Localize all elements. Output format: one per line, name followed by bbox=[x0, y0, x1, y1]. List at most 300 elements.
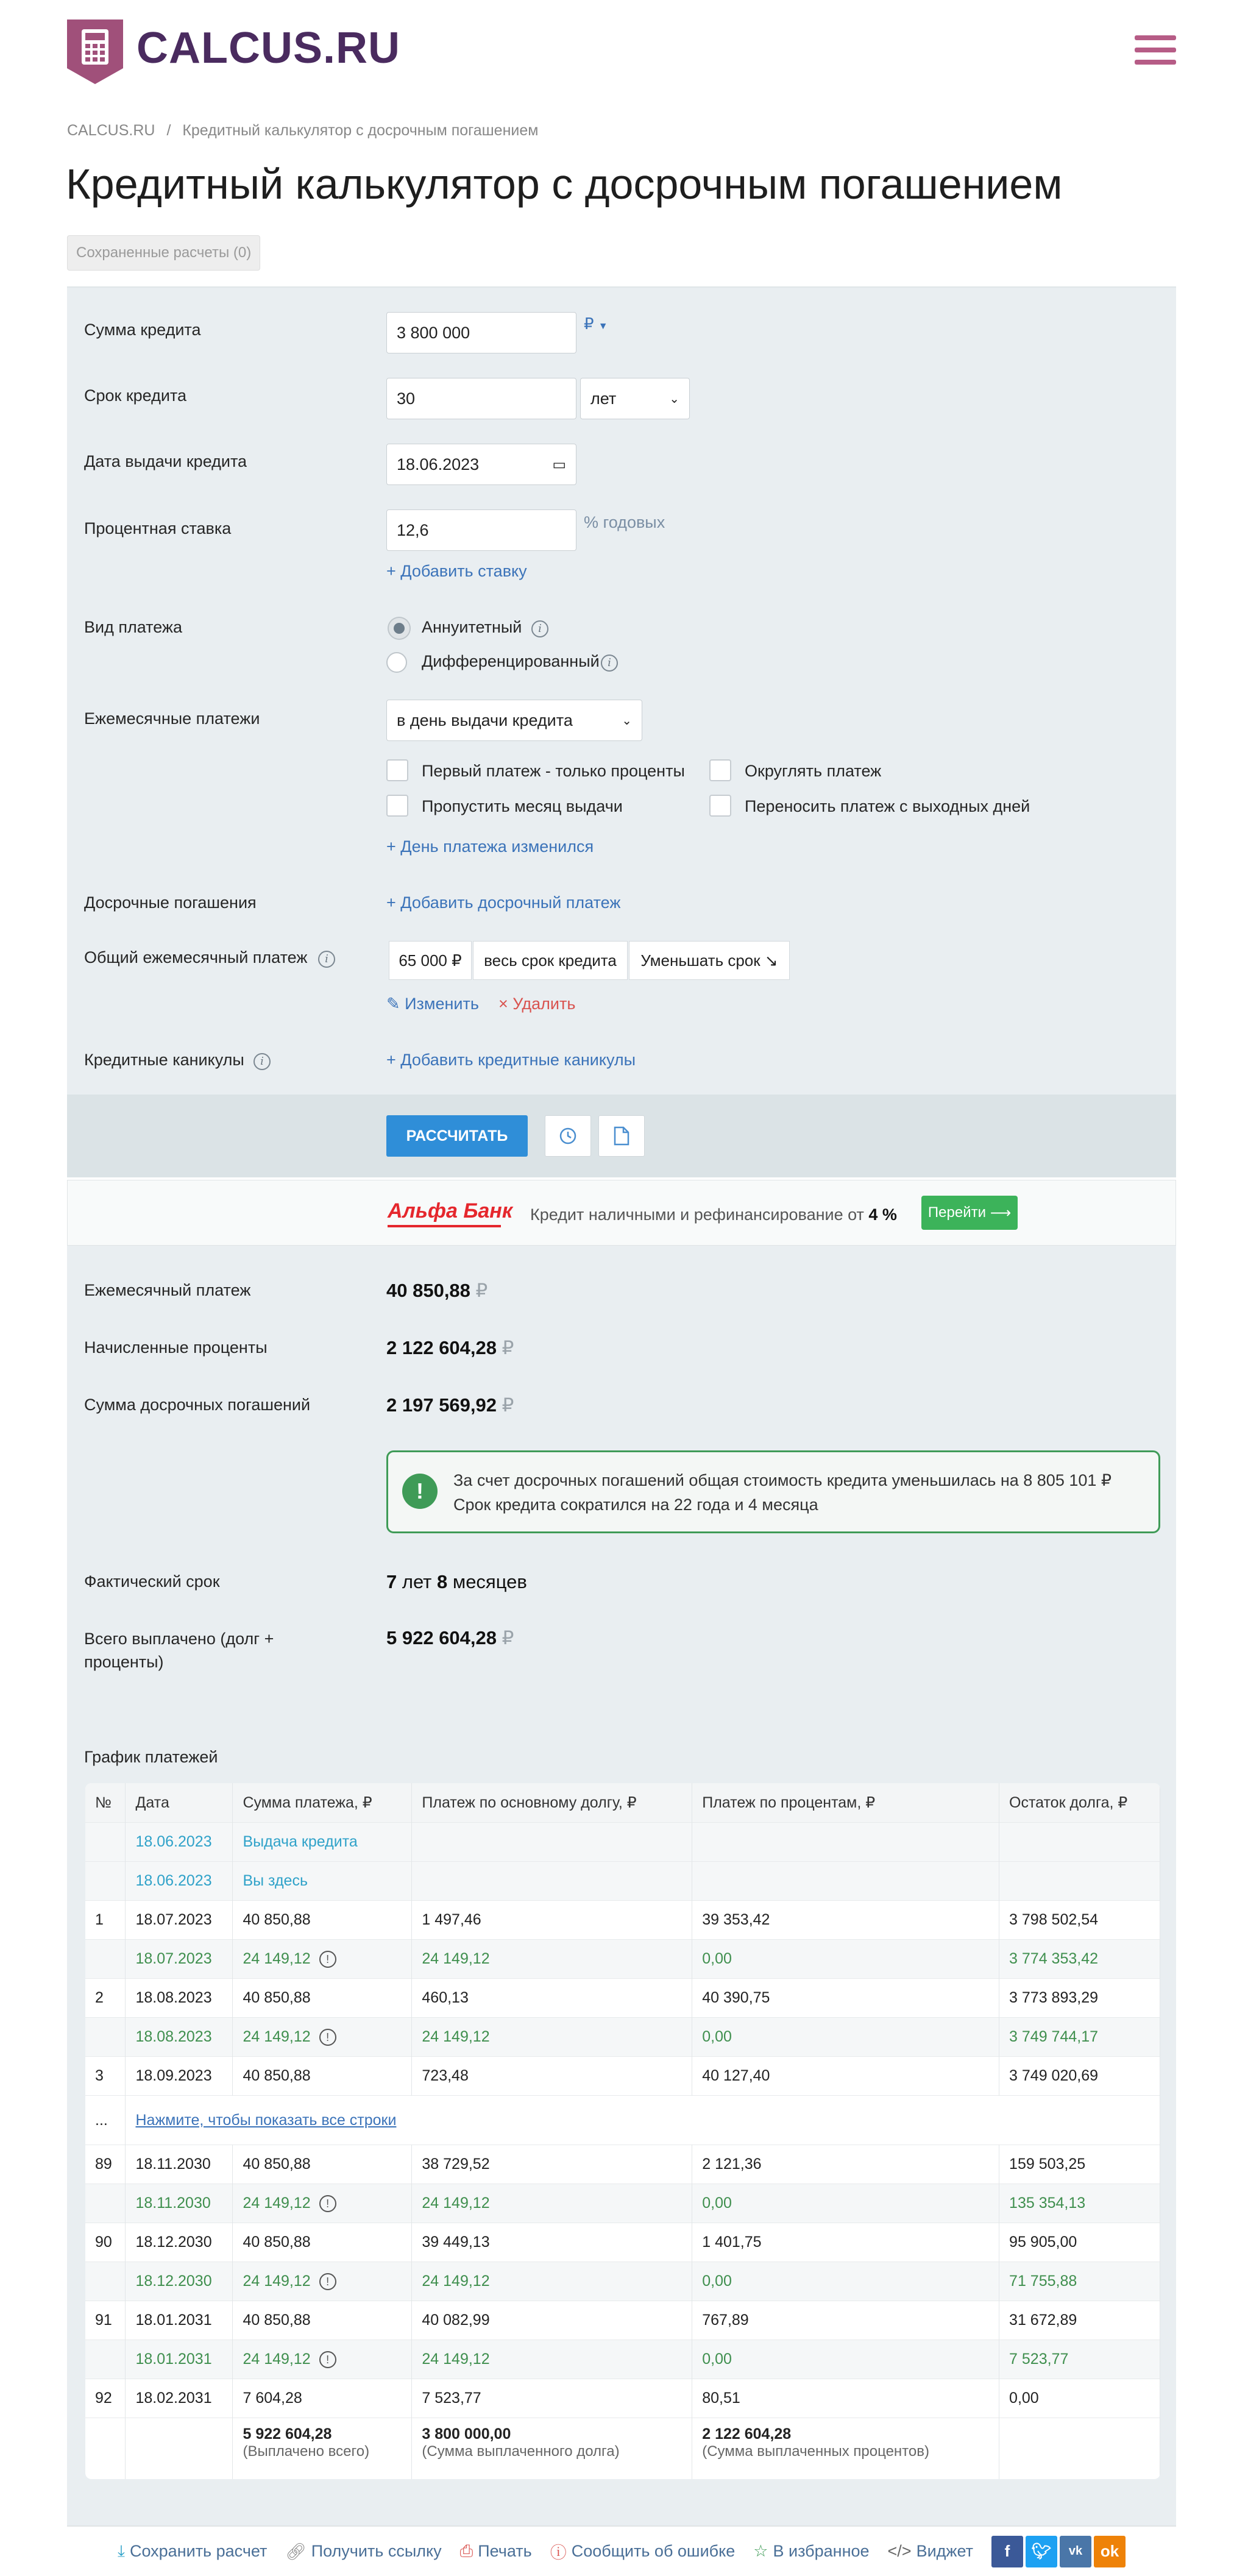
cell-value: 2 bbox=[95, 1989, 104, 2006]
table-cell bbox=[412, 1823, 692, 1862]
total-paid-label: Всего выплачено (долг + проценты) bbox=[84, 1630, 274, 1671]
table-cell bbox=[692, 2018, 999, 2057]
cell-value: 0,00 bbox=[702, 2351, 732, 2368]
ad-go-label: Перейти bbox=[927, 1204, 987, 1221]
table-cell bbox=[999, 2379, 1160, 2418]
early-payment-amount[interactable]: 65 000 ₽ bbox=[389, 941, 472, 980]
info-icon[interactable]: i bbox=[601, 655, 618, 672]
table-cell bbox=[85, 2379, 126, 2418]
cell-value: 7 523,77 bbox=[1009, 2351, 1069, 2368]
table-cell bbox=[126, 2145, 233, 2184]
report-label: Сообщить об ошибке bbox=[571, 2542, 736, 2560]
info-icon[interactable]: i bbox=[531, 620, 548, 637]
monthly-payment-label: Ежемесячный платеж bbox=[84, 1281, 251, 1299]
calculate-button[interactable]: РАССЧИТАТЬ bbox=[386, 1115, 528, 1157]
table-cell bbox=[233, 1979, 412, 2018]
cell-value: 18.12.2030 bbox=[135, 2273, 212, 2290]
table-cell bbox=[999, 2057, 1160, 2096]
table-cell bbox=[233, 2418, 412, 2480]
table-cell bbox=[412, 2223, 692, 2262]
table-cell bbox=[412, 2262, 692, 2301]
total-value: 3 800 000,00 bbox=[422, 2425, 511, 2443]
breadcrumb-current: Кредитный калькулятор с досрочным погашением bbox=[182, 122, 539, 139]
cell-value: 1 497,46 bbox=[422, 1911, 481, 1928]
table-cell bbox=[233, 1862, 412, 1901]
table-row bbox=[85, 2096, 1160, 2145]
interest-label: Начисленные проценты bbox=[84, 1338, 268, 1357]
add-credit-holidays-link[interactable] bbox=[386, 1051, 636, 1070]
add-early-label: Добавить досрочный платеж bbox=[400, 893, 621, 912]
ad-text-body: Кредит наличными и рефинансирование от bbox=[530, 1205, 864, 1224]
payment-day-value: в день выдачи кредита bbox=[397, 711, 573, 729]
table-cell bbox=[412, 2184, 692, 2223]
notice-line-2: Срок кредита сократился на 22 года и 4 месяца bbox=[453, 1496, 818, 1514]
table-cell bbox=[692, 2340, 999, 2379]
breadcrumb bbox=[67, 122, 538, 140]
table-cell bbox=[85, 2418, 126, 2480]
table-cell bbox=[85, 1940, 126, 1979]
cell-value: 40 850,88 bbox=[243, 1911, 311, 1928]
table-cell bbox=[412, 1862, 692, 1901]
column-header: Сумма платежа, ₽ bbox=[233, 1783, 412, 1823]
table-cell bbox=[126, 2418, 233, 2480]
cell-value: 89 bbox=[95, 2156, 112, 2173]
cell-value: 3 774 353,42 bbox=[1009, 1950, 1099, 1967]
cell-value: 18.09.2023 bbox=[135, 2067, 212, 2084]
cell-value: 723,48 bbox=[422, 2067, 469, 2084]
table-cell bbox=[85, 2145, 126, 2184]
widget-link[interactable] bbox=[888, 2542, 973, 2561]
table-cell bbox=[233, 1940, 412, 1979]
table-cell bbox=[233, 2184, 412, 2223]
total-note: (Выплачено всего) bbox=[243, 2443, 370, 2460]
monthly-payment-value bbox=[386, 1280, 488, 1302]
cell-value: 92 bbox=[95, 2390, 112, 2407]
table-row bbox=[85, 1823, 1160, 1862]
cell-value: 80,51 bbox=[702, 2390, 740, 2407]
cell-value: 0,00 bbox=[702, 1950, 732, 1967]
get-link-link[interactable] bbox=[285, 2542, 441, 2561]
amount-input[interactable]: 3 800 000 bbox=[386, 312, 576, 353]
link-icon: 🔗︎ bbox=[285, 2542, 307, 2561]
arrow-right-icon: ⟶ bbox=[990, 1204, 1012, 1221]
column-header: Дата bbox=[126, 1783, 233, 1823]
table-cell bbox=[126, 1862, 233, 1901]
cell-value: 135 354,13 bbox=[1009, 2195, 1086, 2212]
cell-value: 2 121,36 bbox=[702, 2156, 762, 2173]
table-cell bbox=[126, 2096, 1160, 2145]
table-cell bbox=[999, 2340, 1160, 2379]
table-cell bbox=[692, 1823, 999, 1862]
info-icon[interactable]: i bbox=[254, 1053, 271, 1070]
facebook-icon[interactable]: f bbox=[991, 2536, 1023, 2567]
table-cell bbox=[999, 1823, 1160, 1862]
table-cell bbox=[692, 1862, 999, 1901]
term-input[interactable]: 30 bbox=[386, 378, 576, 419]
total-monthly-label: Общий ежемесячный платеж bbox=[84, 948, 308, 967]
early-repayments-label: Досрочные погашения bbox=[84, 893, 257, 912]
table-cell bbox=[126, 1823, 233, 1862]
cell-value: 3 749 744,17 bbox=[1009, 2028, 1099, 2045]
table-cell bbox=[126, 2184, 233, 2223]
cell-value: 18.07.2023 bbox=[135, 1950, 212, 1967]
table-cell bbox=[692, 1979, 999, 2018]
table-row bbox=[85, 1979, 1160, 2018]
checkbox-first-interest[interactable] bbox=[386, 759, 408, 781]
calendar-icon[interactable]: ▭ bbox=[552, 456, 566, 473]
cell-value: 91 bbox=[95, 2312, 112, 2329]
table-cell bbox=[85, 2340, 126, 2379]
logo-calculator-icon[interactable] bbox=[67, 20, 123, 84]
page-title: Кредитный калькулятор с досрочным погашением bbox=[66, 160, 1063, 208]
table-cell bbox=[85, 2262, 126, 2301]
ad-rate: 4 % bbox=[868, 1205, 897, 1224]
payment-schedule-table bbox=[85, 1783, 1160, 2479]
cell-value: 1 401,75 bbox=[702, 2234, 762, 2251]
checkbox-weekend[interactable] bbox=[709, 795, 731, 817]
info-icon[interactable]: ! bbox=[319, 2029, 336, 2046]
table-row bbox=[85, 2145, 1160, 2184]
interest-amount: 2 122 604,28 bbox=[386, 1337, 497, 1358]
print-link[interactable] bbox=[460, 2542, 532, 2561]
pencil-icon: ✎ bbox=[386, 995, 400, 1013]
cell-value: 24 149,12 bbox=[422, 2273, 490, 2290]
table-cell bbox=[999, 2223, 1160, 2262]
delete-early-payment-link[interactable] bbox=[498, 995, 575, 1013]
table-cell bbox=[692, 2418, 999, 2480]
table-cell bbox=[692, 2184, 999, 2223]
differentiated-label[interactable]: Дифференцированный bbox=[422, 652, 600, 670]
early-payment-period[interactable]: весь срок кредита bbox=[473, 941, 628, 980]
column-header: Платеж по основному долгу, ₽ bbox=[412, 1783, 692, 1823]
table-cell bbox=[85, 1979, 126, 2018]
delete-label: Удалить bbox=[512, 995, 576, 1013]
cell-value: 3 749 020,69 bbox=[1009, 2067, 1099, 2084]
cell-value: 18.06.2023 bbox=[135, 1872, 212, 1889]
rate-unit: % годовых bbox=[584, 513, 665, 531]
notice-line-1: За счет досрочных погашений общая стоимость кредита уменьшилась на 8 805 101 ₽ bbox=[453, 1471, 1112, 1489]
cell-value: 18.01.2031 bbox=[135, 2312, 212, 2329]
hamburger-menu-icon[interactable] bbox=[1135, 35, 1176, 67]
cell-value: 39 449,13 bbox=[422, 2234, 490, 2251]
add-early-payment-link[interactable] bbox=[386, 893, 620, 912]
caret-down-icon: ▼ bbox=[598, 321, 608, 332]
cell-value: 24 149,12 bbox=[243, 1950, 311, 1967]
table-cell bbox=[412, 1901, 692, 1940]
table-row bbox=[85, 2018, 1160, 2057]
cell-value: 0,00 bbox=[702, 2028, 732, 2045]
table-row bbox=[85, 2379, 1160, 2418]
rate-label: Процентная ставка bbox=[84, 519, 232, 538]
close-icon: × bbox=[498, 995, 508, 1013]
social-share bbox=[991, 2536, 1126, 2567]
currency-symbol: ₽ bbox=[584, 314, 594, 333]
table-cell bbox=[692, 2301, 999, 2340]
round-label[interactable]: Округлять платеж bbox=[745, 762, 882, 780]
cell-value: 38 729,52 bbox=[422, 2156, 490, 2173]
cell-value: Вы здесь bbox=[243, 1872, 308, 1889]
table-cell bbox=[126, 2057, 233, 2096]
alfa-bank-logo[interactable]: Альфа Банк bbox=[388, 1199, 513, 1222]
currency-symbol: ₽ bbox=[502, 1627, 514, 1648]
table-cell bbox=[692, 1901, 999, 1940]
table-row bbox=[85, 2057, 1160, 2096]
plus-icon: + bbox=[386, 562, 396, 580]
table-cell bbox=[412, 2418, 692, 2480]
table-cell bbox=[126, 1901, 233, 1940]
cell-value: Выдача кредита bbox=[243, 1833, 358, 1850]
early-sum-value bbox=[386, 1394, 514, 1416]
download-icon: ⤓ bbox=[118, 2541, 125, 2560]
table-cell bbox=[412, 1940, 692, 1979]
breadcrumb-home-link[interactable]: CALCUS.RU bbox=[67, 122, 155, 139]
table-row bbox=[85, 2223, 1160, 2262]
report-error-link[interactable] bbox=[550, 2539, 736, 2563]
date-value: 18.06.2023 bbox=[397, 455, 480, 474]
cell-value: 24 149,12 bbox=[243, 2028, 311, 2045]
cell-value: 24 149,12 bbox=[422, 1950, 490, 1967]
info-icon[interactable]: ! bbox=[319, 2351, 336, 2368]
table-cell bbox=[126, 2223, 233, 2262]
table-row bbox=[85, 1862, 1160, 1901]
cell-value: 7 604,28 bbox=[243, 2390, 302, 2407]
saved-calculations-button[interactable]: Сохраненные расчеты (0) bbox=[67, 235, 260, 271]
cell-value: 90 bbox=[95, 2234, 112, 2251]
breadcrumb-separator: / bbox=[166, 122, 171, 139]
table-cell bbox=[692, 2262, 999, 2301]
cell-value: 7 523,77 bbox=[422, 2390, 481, 2407]
show-all-rows-link[interactable]: Нажмите, чтобы показать все строки bbox=[135, 2111, 397, 2129]
cell-value: 159 503,25 bbox=[1009, 2156, 1086, 2173]
info-icon[interactable]: i bbox=[318, 951, 335, 968]
cell-value: 3 798 502,54 bbox=[1009, 1911, 1099, 1928]
logo-text[interactable]: CALCUS.RU bbox=[136, 24, 400, 73]
table-cell bbox=[412, 2340, 692, 2379]
cell-value: 40 850,88 bbox=[243, 1989, 311, 2006]
years-word: лет bbox=[402, 1571, 432, 1592]
table-cell bbox=[999, 2301, 1160, 2340]
first-interest-label[interactable]: Первый платеж - только проценты bbox=[422, 762, 685, 780]
currency-symbol: ₽ bbox=[502, 1337, 514, 1358]
edit-label: Изменить bbox=[405, 995, 479, 1013]
cell-value: 40 390,75 bbox=[702, 1989, 770, 2006]
cell-value: 40 850,88 bbox=[243, 2067, 311, 2084]
table-cell bbox=[692, 2057, 999, 2096]
table-cell bbox=[126, 1940, 233, 1979]
early-sum-amount: 2 197 569,92 bbox=[386, 1394, 497, 1416]
info-icon[interactable]: ! bbox=[319, 2273, 336, 2290]
payment-type-label: Вид платежа bbox=[84, 618, 182, 636]
payment-day-select[interactable] bbox=[386, 700, 642, 741]
annuity-label[interactable]: Аннуитетный bbox=[422, 618, 522, 636]
footer-actions bbox=[67, 2525, 1176, 2576]
exclamation-icon: ! bbox=[402, 1474, 438, 1509]
total-value: 5 922 604,28 bbox=[243, 2425, 332, 2443]
table-cell: ... bbox=[85, 2096, 126, 2145]
twitter-icon[interactable]: 🐦︎ bbox=[1026, 2536, 1057, 2567]
table-cell bbox=[85, 2184, 126, 2223]
cell-value: 18.07.2023 bbox=[135, 1911, 212, 1928]
cell-value: 24 149,12 bbox=[243, 2350, 311, 2368]
widget-label: Виджет bbox=[916, 2542, 973, 2560]
table-cell bbox=[692, 2145, 999, 2184]
table-cell bbox=[233, 2301, 412, 2340]
table-cell bbox=[233, 2145, 412, 2184]
cell-value: 1 bbox=[95, 1911, 104, 1928]
table-cell bbox=[999, 1940, 1160, 1979]
table-cell bbox=[692, 2223, 999, 2262]
column-header: Платеж по процентам, ₽ bbox=[692, 1783, 999, 1823]
actual-term-value bbox=[386, 1571, 527, 1593]
table-cell bbox=[999, 1901, 1160, 1940]
amount-label: Сумма кредита bbox=[84, 321, 201, 339]
add-rate-label: Добавить ставку bbox=[400, 562, 527, 580]
term-unit-value: лет bbox=[590, 389, 617, 408]
table-cell bbox=[412, 2379, 692, 2418]
ad-go-button[interactable] bbox=[921, 1196, 1018, 1230]
add-rate-link[interactable] bbox=[386, 562, 527, 581]
table-row bbox=[85, 2301, 1160, 2340]
table-cell bbox=[999, 2418, 1160, 2480]
edit-early-payment-link[interactable] bbox=[386, 995, 479, 1013]
cell-value: 0,00 bbox=[702, 2195, 732, 2212]
table-cell bbox=[126, 2301, 233, 2340]
checkbox-round[interactable] bbox=[709, 759, 731, 781]
table-cell bbox=[85, 2057, 126, 2096]
add-holidays-label: Добавить кредитные каникулы bbox=[400, 1051, 636, 1069]
table-cell bbox=[85, 2301, 126, 2340]
table-cell bbox=[126, 2379, 233, 2418]
save-calculation-link[interactable] bbox=[118, 2542, 267, 2561]
cell-value: 18.02.2031 bbox=[135, 2390, 212, 2407]
cell-value: 0,00 bbox=[702, 2273, 732, 2290]
table-cell bbox=[233, 2262, 412, 2301]
date-input[interactable] bbox=[386, 444, 576, 485]
cell-value: 18.01.2031 bbox=[135, 2351, 212, 2368]
credit-holidays-label: Кредитные каникулы bbox=[84, 1051, 244, 1069]
table-cell bbox=[692, 1940, 999, 1979]
alfa-logo-underline bbox=[388, 1225, 501, 1227]
cell-value: 40 850,88 bbox=[243, 2234, 311, 2251]
date-label: Дата выдачи кредита bbox=[84, 452, 247, 470]
ad-text bbox=[530, 1205, 897, 1224]
term-unit-select[interactable] bbox=[580, 378, 690, 419]
table-cell bbox=[85, 1823, 126, 1862]
cell-value: 40 127,40 bbox=[702, 2067, 770, 2084]
currency-symbol: ₽ bbox=[475, 1280, 488, 1301]
currency-select[interactable] bbox=[584, 314, 608, 333]
cell-value: 40 850,88 bbox=[243, 2156, 311, 2173]
cell-value: 3 773 893,29 bbox=[1009, 1989, 1099, 2006]
skip-month-label[interactable]: Пропустить месяц выдачи bbox=[422, 797, 623, 815]
total-paid-amount: 5 922 604,28 bbox=[386, 1627, 497, 1648]
table-cell bbox=[233, 2018, 412, 2057]
payment-day-changed-link[interactable] bbox=[386, 837, 594, 856]
table-cell bbox=[233, 2340, 412, 2379]
schedule-title: График платежей bbox=[84, 1748, 218, 1766]
cell-value: 18.11.2030 bbox=[135, 2195, 211, 2212]
table-cell bbox=[999, 1862, 1160, 1901]
table-cell bbox=[412, 2145, 692, 2184]
early-sum-label: Сумма досрочных погашений bbox=[84, 1396, 311, 1414]
vk-icon[interactable]: vk bbox=[1060, 2536, 1091, 2567]
radio-annuity[interactable] bbox=[389, 618, 410, 639]
cell-value: 95 905,00 bbox=[1009, 2234, 1077, 2251]
print-label: Печать bbox=[478, 2542, 532, 2560]
interest-value bbox=[386, 1337, 514, 1359]
cell-value: 40 082,99 bbox=[422, 2312, 490, 2329]
info-icon[interactable]: ! bbox=[319, 1951, 336, 1968]
cell-value: 0,00 bbox=[1009, 2390, 1039, 2407]
table-header-row bbox=[85, 1783, 1160, 1823]
table-cell bbox=[999, 2184, 1160, 2223]
odnoklassniki-icon[interactable]: ok bbox=[1094, 2536, 1126, 2567]
code-icon: </> bbox=[887, 2542, 912, 2560]
table-cell bbox=[692, 2379, 999, 2418]
table-cell bbox=[126, 1979, 233, 2018]
alert-icon: ⓘ bbox=[550, 2544, 567, 2562]
actual-years: 7 bbox=[386, 1571, 397, 1592]
table-cell bbox=[233, 1901, 412, 1940]
radio-differentiated[interactable] bbox=[386, 652, 407, 673]
early-payment-mode[interactable]: Уменьшать срок ↘ bbox=[629, 941, 790, 980]
plus-icon: + bbox=[386, 837, 396, 856]
table-cell bbox=[233, 2223, 412, 2262]
cell-value: 31 672,89 bbox=[1009, 2312, 1077, 2329]
table-row bbox=[85, 2262, 1160, 2301]
table-cell bbox=[999, 1979, 1160, 2018]
table-cell bbox=[412, 2301, 692, 2340]
table-cell bbox=[412, 2018, 692, 2057]
totals-row bbox=[85, 2418, 1160, 2480]
cell-value: 18.11.2030 bbox=[135, 2156, 211, 2173]
term-label: Срок кредита bbox=[84, 386, 187, 405]
info-icon[interactable]: ! bbox=[319, 2195, 336, 2212]
table-cell bbox=[126, 2018, 233, 2057]
plus-icon: + bbox=[386, 1051, 396, 1069]
cell-value: 3 bbox=[95, 2067, 104, 2084]
day-changed-label: День платежа изменился bbox=[400, 837, 594, 856]
total-note: (Сумма выплаченного долга) bbox=[422, 2443, 620, 2460]
actual-term-label: Фактический срок bbox=[84, 1572, 220, 1591]
add-favorite-link[interactable] bbox=[753, 2542, 869, 2561]
rate-input[interactable]: 12,6 bbox=[386, 509, 576, 551]
save-label: Сохранить расчет bbox=[129, 2542, 268, 2560]
cell-value: 18.08.2023 bbox=[135, 2028, 212, 2045]
table-row bbox=[85, 2340, 1160, 2379]
column-header: Остаток долга, ₽ bbox=[999, 1783, 1160, 1823]
weekend-label[interactable]: Переносить платеж с выходных дней bbox=[745, 797, 1030, 815]
savings-notice bbox=[386, 1450, 1160, 1533]
cell-value: 39 353,42 bbox=[702, 1911, 770, 1928]
currency-symbol: ₽ bbox=[502, 1394, 514, 1416]
document-icon[interactable] bbox=[598, 1115, 645, 1157]
table-cell bbox=[999, 2262, 1160, 2301]
cell-value: 18.08.2023 bbox=[135, 1989, 212, 2006]
checkbox-skip-month[interactable] bbox=[386, 795, 408, 817]
table-cell bbox=[85, 2223, 126, 2262]
cell-value: 24 149,12 bbox=[422, 2351, 490, 2368]
star-icon: ☆ bbox=[753, 2542, 768, 2560]
chevron-down-icon: ⌄ bbox=[669, 392, 679, 406]
get-link-label: Получить ссылку bbox=[311, 2542, 442, 2560]
plus-icon: + bbox=[386, 893, 396, 912]
table-body bbox=[85, 1823, 1160, 2480]
history-clock-icon[interactable] bbox=[545, 1115, 591, 1157]
chevron-down-icon: ⌄ bbox=[622, 714, 632, 728]
table-cell bbox=[412, 2057, 692, 2096]
months-word: месяцев bbox=[452, 1571, 527, 1592]
